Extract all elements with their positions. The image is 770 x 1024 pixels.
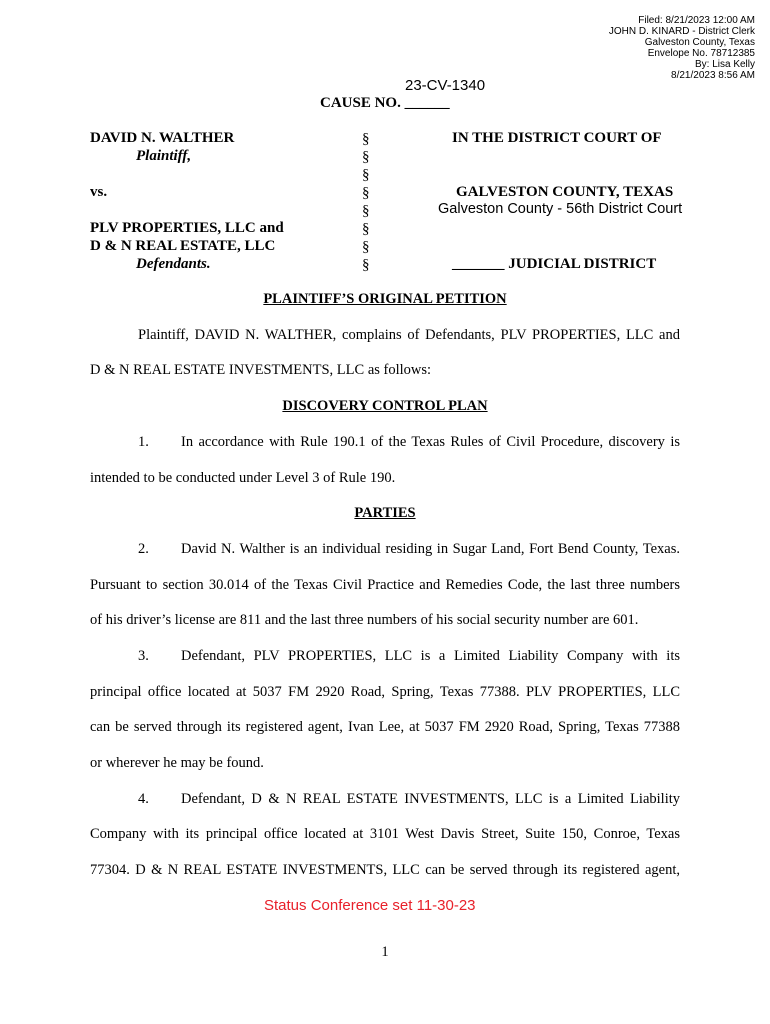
paragraph-line: intended to be conducted under Level 3 of Rule 190. [90,470,396,486]
paragraph-number: 3. [138,648,149,664]
paragraph-number: 2. [138,541,149,557]
discovery-heading: DISCOVERY CONTROL PLAN [282,398,488,414]
stamp-line: Filed: 8/21/2023 12:00 AM [638,15,755,26]
paragraph-number: 1. [138,434,149,450]
stamp-line: By: Lisa Kelly [694,59,755,70]
paragraph-line: Pursuant to section 30.014 of the Texas Civil Practice and Remedies Code, the last three numbers [90,577,680,593]
court-stamp: Galveston County - 56th District Court [438,201,683,217]
filing-stamp [609,15,755,81]
paragraph-line: Defendant, PLV PROPERTIES, LLC is a Limited Liability Company with its [181,648,680,664]
paragraph-line: David N. Walther is an individual residing in Sugar Land, Fort Bend County, Texas. [181,541,680,557]
section-mark-column [362,130,370,274]
stamp-line: 8/21/2023 8:56 AM [671,70,755,81]
paragraph-line: principal office located at 5037 FM 2920 Road, Spring, Texas 77388. PLV PROPERTIES, LLC [90,684,680,700]
defendant-name-1: PLV PROPERTIES, LLC and [90,220,284,236]
paragraph-line: of his driver’s license are 811 and the last three numbers of his social security number are 601. [90,612,639,628]
plaintiff-role: Plaintiff, [136,148,192,164]
plaintiff-name: DAVID N. WALTHER [90,130,235,146]
section-mark: § [362,149,370,165]
petition-title: PLAINTIFF’S ORIGINAL PETITION [263,291,507,307]
stamp-line: JOHN D. KINARD - District Clerk [608,26,755,37]
defendant-role: Defendants. [136,256,211,272]
paragraph-line: In accordance with Rule 190.1 of the Texas Rules of Civil Procedure, discovery is [181,434,680,450]
paragraph-line: Defendant, D & N REAL ESTATE INVESTMENTS, LLC is a Limited Liability [181,791,680,807]
page-number: 1 [381,944,389,960]
judicial-district-line: _______ JUDICIAL DISTRICT [452,256,657,272]
section-mark: § [362,221,370,237]
intro-line: Plaintiff, DAVID N. WALTHER, complains of Defendants, PLV PROPERTIES, LLC and [138,327,680,343]
intro-line: D & N REAL ESTATE INVESTMENTS, LLC as follows: [90,362,432,378]
paragraph-line: or wherever he may be found. [90,755,264,771]
status-conference-note: Status Conference set 11-30-23 [264,897,476,914]
court-name-line: IN THE DISTRICT COURT OF [452,130,662,146]
section-mark: § [362,203,370,219]
paragraph-line: Company with its principal office located at 3101 West Davis Street, Suite 150, Conroe, Texas [90,826,680,842]
parties-heading: PARTIES [354,505,416,521]
paragraph-line: can be served through its registered agent, Ivan Lee, at 5037 FM 2920 Road, Spring, Texas 77388 [90,719,680,735]
case-number-stamp: 23-CV-1340 [405,77,486,94]
section-mark: § [362,239,370,255]
stamp-line: Galveston County, Texas [644,37,755,48]
defendant-name-2: D & N REAL ESTATE, LLC [90,238,276,254]
stamp-line: Envelope No. 78712385 [647,48,755,59]
section-mark: § [362,257,370,273]
section-mark: § [362,167,370,183]
county-line: GALVESTON COUNTY, TEXAS [456,184,674,200]
paragraph-number: 4. [138,791,149,807]
versus-label: vs. [90,184,108,200]
section-mark: § [362,185,370,201]
section-mark: § [362,131,370,147]
cause-number: CAUSE NO. ______ [320,95,450,111]
paragraph-line: 77304. D & N REAL ESTATE INVESTMENTS, LLC can be served through its registered agent, [90,862,680,878]
